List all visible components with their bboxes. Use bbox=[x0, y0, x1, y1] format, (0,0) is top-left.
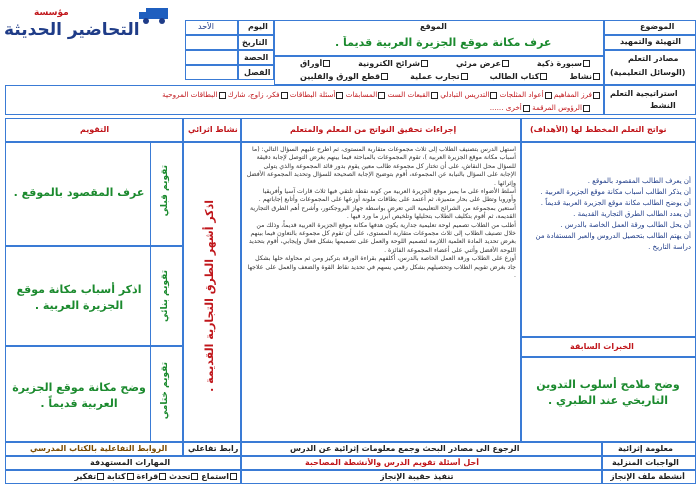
day-label: اليوم bbox=[248, 22, 268, 31]
skill-item[interactable] bbox=[136, 472, 166, 481]
checkbox-icon bbox=[461, 73, 468, 80]
truck-icon bbox=[138, 4, 172, 26]
checkbox-icon bbox=[583, 60, 590, 67]
checkbox-icon bbox=[191, 473, 198, 480]
skills-label: المهارات المستهدفة bbox=[90, 458, 171, 467]
eval-text-formative: اذكر أسباب مكانة موقع الجزيرة العربية . bbox=[16, 283, 142, 312]
checkbox-icon bbox=[583, 105, 590, 112]
period-label: الحصة bbox=[244, 53, 269, 62]
strategy-label: التدريس التبادلي bbox=[440, 90, 490, 99]
resource-label: سبورة ذكية bbox=[536, 59, 582, 68]
resource-experiments[interactable] bbox=[410, 72, 467, 82]
activity-header: نشاط اثرائي bbox=[188, 125, 238, 134]
homework-value: أحل أسئلة تقويم الدرس والأنشطة المصاحبة bbox=[305, 458, 479, 467]
checkbox-icon bbox=[127, 473, 134, 480]
resources-label: مصادر التعلم bbox=[628, 54, 679, 63]
checkbox-icon bbox=[523, 105, 530, 112]
site-label: الموقع bbox=[420, 22, 447, 31]
checkbox-icon bbox=[593, 73, 600, 80]
prior-header: الخبرات السابقة bbox=[570, 342, 634, 351]
skill-item[interactable] bbox=[169, 472, 198, 481]
resource-activity[interactable] bbox=[570, 72, 600, 82]
eval-text-pre: عرف المقصود بالموقع . bbox=[13, 186, 145, 199]
skill-label: تحدث bbox=[169, 472, 191, 481]
outcome-item: أن يحل الطالب ورقة العمل الخاصة بالدرس . bbox=[560, 221, 691, 229]
strategy-label: استراتيجية التعلم bbox=[610, 89, 678, 98]
skill-label: قراءة bbox=[136, 472, 159, 481]
enrich-label: معلومة إثرائية bbox=[618, 444, 673, 453]
resources-row-2 bbox=[300, 72, 600, 82]
logo bbox=[4, 2, 174, 44]
resource-slides[interactable] bbox=[358, 59, 428, 69]
strategy-label: فرز المفاهيم bbox=[553, 90, 592, 99]
skill-item[interactable] bbox=[74, 472, 104, 481]
strategy-item[interactable] bbox=[346, 90, 386, 99]
eval-label-final: تقويم ختامي bbox=[160, 362, 170, 420]
prior-text: وضح ملامح أسلوب التدوين التاريخي عند الطبري . bbox=[536, 378, 680, 407]
outcomes-header: نواتج التعلم المخطط لها (الأهداف) bbox=[530, 125, 667, 134]
strategy-item[interactable] bbox=[554, 90, 600, 99]
resources-row-1 bbox=[300, 59, 590, 69]
checkbox-icon bbox=[378, 92, 385, 99]
class-value-cell bbox=[185, 65, 238, 80]
strategy-label: البطاقات المروحية bbox=[162, 90, 218, 99]
procedure-step-5: أوزع على الطلاب ورقة العمل الخاصة بالدرس، أكلفهم بقراءة الورقة بتركيز ومن ثم محاولة حلها بشكل جاد بغرض تقويم الطلاب وتحصيلهم بشكل رقمي يسهم في تحديد نقاط القوة والضعف والعمل على علاجها . bbox=[247, 255, 516, 280]
strategy-item[interactable] bbox=[440, 90, 497, 99]
strategy-label: أخرى ...... bbox=[489, 103, 522, 112]
resource-label: قطع الورق والقلبين bbox=[300, 72, 381, 81]
eval-label-formative: تقويم بنائي bbox=[160, 270, 170, 322]
achieve-label: أنشطة ملف الإنجاز bbox=[610, 472, 685, 481]
strategy-item[interactable] bbox=[532, 103, 590, 112]
resource-label: أوراق bbox=[300, 59, 323, 68]
lesson-title: عرف مكانة موقع الجزيرة العربية قديماً . bbox=[335, 36, 552, 49]
date-label: التاريخ bbox=[242, 38, 268, 47]
checkbox-icon bbox=[281, 92, 288, 99]
resource-student-book[interactable] bbox=[490, 72, 548, 82]
strategy-sub: النشط bbox=[650, 101, 676, 110]
skills-row bbox=[12, 472, 237, 482]
logo-line-1: مؤسسة bbox=[34, 8, 69, 18]
checkbox-icon bbox=[336, 92, 343, 99]
resources-sub: (الوسائل التعليمية) bbox=[610, 68, 686, 77]
resource-label: شرائح الكترونية bbox=[358, 59, 421, 68]
procedures-header: إجراءات تحقيق النواتج من المعلم والمتعلم bbox=[290, 125, 457, 134]
activity-text: اذكر أشهر الطرق التجارية القديمة . bbox=[203, 200, 216, 392]
checkbox-icon bbox=[323, 60, 330, 67]
procedure-step-1: أستهل الدرس بتصنيف الطلاب إلى ثلاث مجموعات متقاربة المستوى، ثم أطرح عليهم السؤال التالي: (ما أسباب مكانة موقع الجزيرة العربية )، تقوم المجموعات بالمباحثة فيما بينهم بغرض التوصل لإجابة دقيقة للسؤال محل النقاش، على أن تختار كل مجموعة طالب معين يقوم بدور قائد المجموعة والذي يتولى الإجابة على السؤال بالنيابة عن المجموعة، أقوم بتوضيح الإجابة الصحيحة للسؤال وتحديد المجموعة الأفضل وإثرائها . bbox=[246, 146, 516, 187]
logo-line-2: التحاضير الحديثة bbox=[4, 20, 140, 40]
strategy-label: الرؤوس المرقمة bbox=[532, 103, 582, 112]
resource-papers[interactable] bbox=[300, 59, 330, 69]
checkbox-icon bbox=[219, 92, 226, 99]
checkbox-icon bbox=[381, 73, 388, 80]
strategy-label: أسئلة البطاقات bbox=[289, 90, 336, 99]
skill-label: استماع bbox=[201, 472, 229, 481]
strategy-label: المسابقات bbox=[345, 90, 378, 99]
eval-label-pre: تقويم قبلي bbox=[160, 165, 170, 217]
checkbox-icon bbox=[421, 60, 428, 67]
strategies-row-1 bbox=[10, 90, 600, 100]
strategy-label: القبعات الست bbox=[387, 90, 430, 99]
procedure-step-2: أسلط الأضواء على ما يميز موقع الجزيرة العربية من كونه نقطة تلتقي فيها ثلاث قارات آسيا وأفريقيا وأوروبا وتطل على بحار متميزة، ثم أعتمد على بطاقات ملونة أوزعها على المجموعات وأتابع إجاباتهم . bbox=[258, 188, 516, 204]
strategy-label: أعواد المثلجات bbox=[499, 90, 544, 99]
book-link[interactable]: الروابط التفاعلية بالكتاب المدرسي bbox=[30, 444, 168, 453]
checkbox-icon bbox=[159, 473, 166, 480]
strategy-item[interactable] bbox=[500, 90, 552, 99]
outcome-item: أن يعرف الطالب المقصود بالموقع . bbox=[587, 177, 691, 185]
strategy-label: فكر، زاوج، شارك bbox=[227, 90, 280, 99]
eval-text-final: وضح مكانة موقع الجزيرة العربية قديماً . bbox=[12, 381, 146, 410]
strategy-item[interactable] bbox=[490, 103, 530, 112]
topic-label: الموضوع bbox=[640, 22, 675, 31]
achieve-value: تنفيذ حقيبة الإنجاز bbox=[380, 472, 454, 481]
resource-label: نشاط bbox=[569, 72, 592, 81]
link-label: رابط تفاعلي bbox=[188, 444, 239, 453]
checkbox-icon bbox=[545, 92, 552, 99]
strategy-item[interactable] bbox=[290, 90, 344, 99]
checkbox-icon bbox=[502, 60, 509, 67]
resource-smart-board[interactable] bbox=[537, 59, 590, 69]
outcome-item: أن يذكر الطالب أسباب مكانة موقع الجزيرة العربية . bbox=[540, 188, 691, 196]
resource-label: عرض مرئي bbox=[455, 59, 501, 68]
resource-paper-cutouts[interactable] bbox=[300, 72, 388, 82]
day-value: الأحد bbox=[198, 22, 214, 31]
checkbox-icon bbox=[97, 473, 104, 480]
strategies-row-2 bbox=[300, 103, 590, 113]
checkbox-icon bbox=[490, 92, 497, 99]
resource-video[interactable] bbox=[456, 59, 509, 69]
home-ref: الرجوع الى مصادر البحث وجمع معلومات إثرائية عن الدرس bbox=[290, 444, 520, 453]
skill-label: تفكير bbox=[74, 472, 97, 481]
checkbox-icon bbox=[431, 92, 438, 99]
strategy-item[interactable] bbox=[228, 90, 288, 99]
strategy-item[interactable] bbox=[162, 90, 225, 99]
procedures-text bbox=[246, 146, 516, 438]
procedure-step-3: أستعين بمجموعة من الشرائح التعليمية التي تعرض بواسطة جهاز البروجكتور، وأشرح أهم الطرق التجارية القديمة، ثم أقوم بتكليف الطلاب بتحليلها وتلخيص أبرز ما ورد فيها . bbox=[250, 204, 516, 221]
skill-item[interactable] bbox=[201, 472, 237, 481]
evaluation-header: التقويم bbox=[80, 125, 110, 134]
homework-label: الواجبات المنزلية bbox=[612, 458, 679, 467]
skill-item[interactable] bbox=[107, 472, 134, 481]
checkbox-icon bbox=[230, 473, 237, 480]
date-value-cell bbox=[185, 35, 238, 50]
checkbox-icon bbox=[540, 73, 547, 80]
outcomes-list bbox=[526, 176, 691, 331]
procedure-step-4: أطلب من الطلاب تصميم لوحة تعليمية جدارية يكون هدفها مكانة موقع الجزيرة العربية قديماً، وذلك من خلال تصنيف الطلاب إلى ثلاث مجموعات متقاربة المستوى، على أن تقوم كل مجموعة بالتعاون فيما بينهم بغرض تحديد المادة العلمية اللازمة لتصميم اللوحة والعمل على تصميمها بشكل فعال وإيجابي، أقوم بتحديد اللوحة الأفضل وأثني على أعضاء المجموعة الفائزة . bbox=[248, 221, 516, 254]
class-label: الفصل bbox=[244, 68, 271, 77]
topic-value: التهيئة والتمهيد bbox=[620, 37, 681, 46]
strategy-item[interactable] bbox=[388, 90, 438, 99]
skill-label: كتابة bbox=[106, 472, 126, 481]
period-value-cell bbox=[185, 50, 238, 65]
outcome-item: أن يوضح الطالب مكانة موقع الجزيرة العربية قديماً . bbox=[540, 199, 691, 207]
outcome-item: أن يعدد الطالب الطرق التجارية القديمة . bbox=[573, 210, 691, 218]
resource-label: تجارب عملية bbox=[410, 72, 460, 81]
checkbox-icon bbox=[593, 92, 600, 99]
resource-label: كتاب الطالب bbox=[489, 72, 540, 81]
outcome-item: أن يهتم الطالب بتحصيل الدروس والعبر المستفادة من دراسة التاريخ . bbox=[535, 232, 691, 251]
